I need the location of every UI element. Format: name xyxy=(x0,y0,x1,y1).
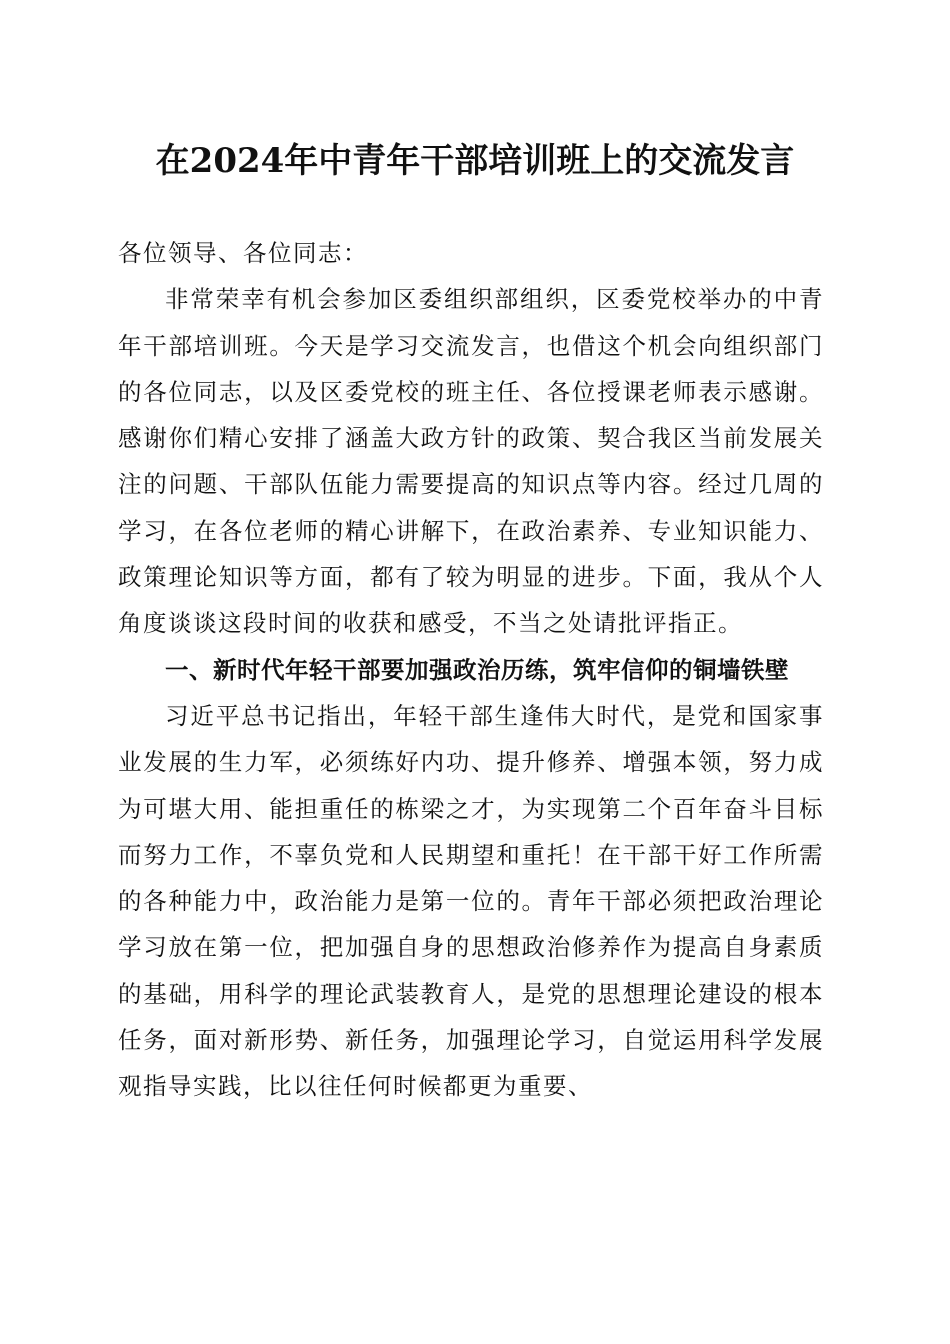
document-body xyxy=(118,230,824,1110)
paragraph-section-1: 习近平总书记指出，年轻干部生逢伟大时代，是党和国家事业发展的生力军，必须练好内功、提升修养、增强本领，努力成为可堪大用、能担重任的栋梁之才，为实现第二个百年奋斗目标而努力工作，不辜负党和人民期望和重托！在干部干好工作所需的各种能力中，政治能力是第一位的。青年干部必须把政治理论学习放在第一位，把加强自身的思想政治修养作为提高自身素质的基础，用科学的理论武装教育人，是党的思想理论建设的根本任务，面对新形势、新任务，加强理论学习，自觉运用科学发展观指导实践，比以往任何时候都更为重要、 xyxy=(118,701,824,1101)
paragraph-intro: 非常荣幸有机会参加区委组织部组织，区委党校举办的中青年干部培训班。今天是学习交流发言，也借这个机会向组织部门的各位同志，以及区委党校的班主任、各位授课老师表示感谢。感谢你们精心安排了涵盖大政方针的政策、契合我区当前发展关注的问题、干部队伍能力需要提高的知识点等内容。经过几周的学习，在各位老师的精心讲解下，在政治素养、专业知识能力、政策理论知识等方面，都有了较为明显的进步。下面，我从个人角度谈谈这段时间的收获和感受，不当之处请批评指正。 xyxy=(118,285,824,638)
section-heading-1: 一、新时代年轻干部要加强政治历练，筑牢信仰的铜墙铁壁 xyxy=(165,655,789,684)
document-title: 在2024年中青年干部培训班上的交流发言 xyxy=(155,141,795,181)
salutation: 各位领导、各位同志： xyxy=(118,239,368,267)
